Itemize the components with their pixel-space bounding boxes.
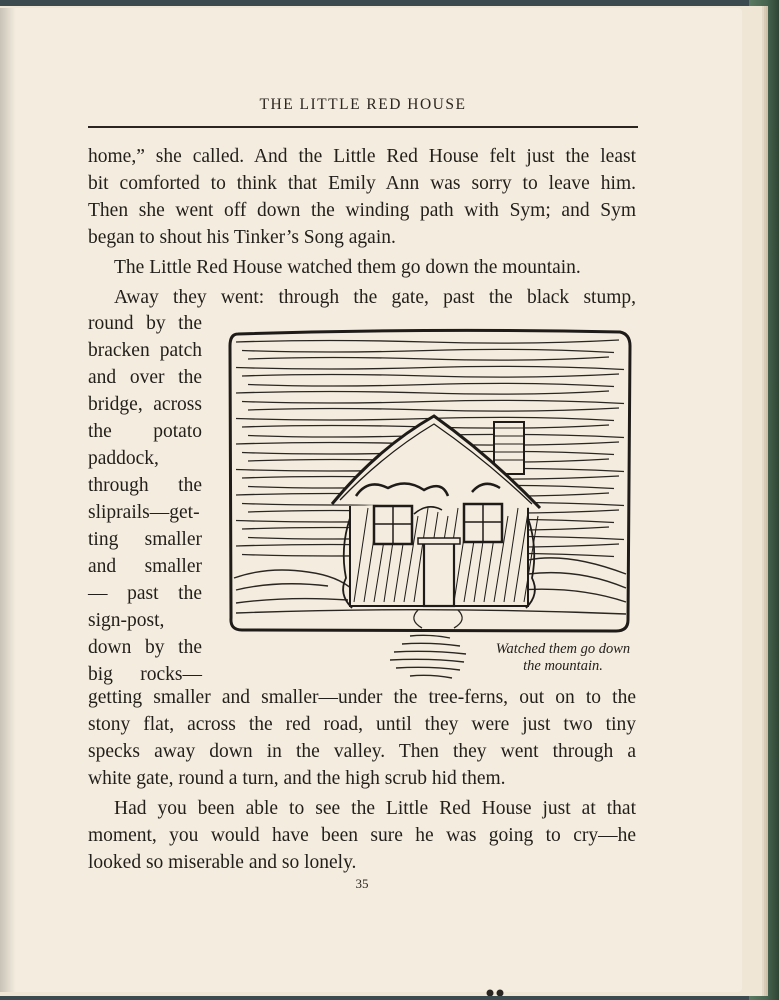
paragraph-3-first-line — [88, 284, 636, 311]
illustration-caption — [478, 641, 648, 675]
paragraph-3-continued — [88, 684, 636, 792]
text-line: The Little Red House watched them go down the mountain. — [114, 257, 581, 278]
text-line: Had you been able to see the Little Red House just at that — [114, 798, 636, 819]
text-line: home,” she called. And the Little Red House felt just the least — [88, 146, 636, 167]
running-head: THE LITTLE RED HOUSE — [259, 96, 467, 113]
wrap-line: the potato — [88, 421, 202, 442]
paragraph-1 — [88, 143, 636, 251]
page-gutter-shadow — [0, 8, 16, 992]
page-number: 35 — [355, 876, 369, 891]
caption-line-1: Watched them go down — [495, 641, 631, 657]
text-line: began to shout his Tinker’s Song again. — [88, 227, 396, 248]
wrap-line: bridge, across — [88, 394, 202, 415]
text-line: looked so miserable and so lonely. — [88, 852, 357, 873]
paragraph-4 — [88, 795, 636, 876]
text-line: stony flat, across the red road, until they were just two tiny — [88, 714, 636, 735]
text-line: specks away down in the valley. Then they went through a — [88, 741, 636, 762]
text-line: moment, you would have been sure he was going to cry—he — [88, 825, 636, 846]
header-rule — [88, 126, 638, 128]
wrap-line: round by the — [88, 313, 202, 334]
wrap-line: and smaller — [88, 556, 202, 577]
wrap-line: down by the — [88, 637, 202, 658]
text-line: white gate, round a turn, and the high scrub hid them. — [88, 768, 506, 789]
wrap-line: ting smaller — [88, 529, 202, 550]
wrap-line: paddock, — [88, 448, 159, 469]
wrap-line: big rocks— — [88, 664, 202, 685]
wrap-line: sliprails—get- — [88, 502, 200, 523]
wrap-line: and over the — [88, 367, 202, 388]
binding-mark-icon — [484, 988, 508, 996]
text-line: Then she went off down the winding path with Sym; and Sym — [88, 200, 636, 221]
caption-line-2: the mountain. — [523, 658, 603, 674]
wrap-line: bracken patch — [88, 340, 202, 361]
paragraph-2 — [88, 254, 636, 281]
wrap-line: — past the — [88, 583, 202, 604]
text-line: bit comforted to think that Emily Ann was sorry to leave him. — [88, 173, 636, 194]
wrap-line: sign-post, — [88, 610, 165, 631]
house-illustration — [228, 328, 632, 633]
text-line: Away they went: through the gate, past the black stump, — [114, 287, 636, 308]
wrap-column — [88, 310, 202, 688]
wrap-line: through the — [88, 475, 202, 496]
text-line: getting smaller and smaller—under the tree-ferns, out on to the — [88, 687, 636, 708]
path-sketch-icon — [380, 632, 490, 682]
